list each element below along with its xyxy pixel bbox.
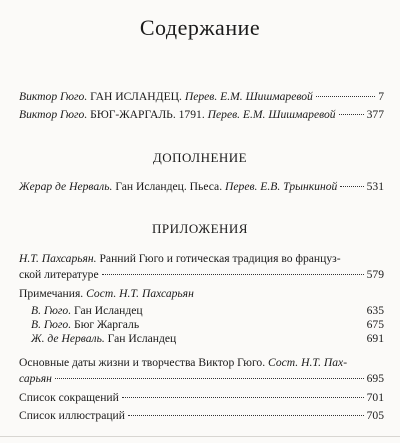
section-heading-supplement: ДОПОЛНЕНИЕ xyxy=(152,150,248,165)
entry-page: 531 xyxy=(366,180,384,193)
entry-page: 695 xyxy=(366,372,384,385)
entry-title: Ган Исландец xyxy=(107,332,177,345)
toc-entry-chronology[interactable] xyxy=(19,356,384,386)
entry-page: 701 xyxy=(366,391,384,404)
toc-entry-abbreviations[interactable] xyxy=(19,391,384,405)
entry-title: Ган Исландец xyxy=(74,304,143,317)
leader-dots xyxy=(55,378,364,379)
entry-translator: Перев. Е.М. Шишмаревой xyxy=(184,90,313,103)
entry-page: 7 xyxy=(378,90,384,103)
leader-dots xyxy=(102,274,364,275)
page-edge-shadow xyxy=(0,436,400,437)
entry-title: Бюг Жаргаль xyxy=(74,318,140,331)
entry-author: Виктор Гюго. xyxy=(19,90,88,103)
toc-entry-han-iceland[interactable] xyxy=(19,90,384,104)
entry-compiler-line2: сарьян xyxy=(19,372,52,385)
entry-title-line2: ской литературе xyxy=(19,268,99,281)
entry-compiler: Сост. Н.Т. Пахсарьян xyxy=(86,287,194,300)
leader-dots xyxy=(339,114,364,115)
entry-title-line1: Ранний Гюго и готическая традиция во француз- xyxy=(99,252,341,265)
leader-space xyxy=(142,324,363,325)
toc-entry-bug-jargal[interactable] xyxy=(19,108,384,122)
entry-title: ГАН ИСЛАНДЕЦ. xyxy=(90,90,182,103)
leader-dots xyxy=(340,186,363,187)
toc-entry-notes[interactable] xyxy=(19,287,384,301)
entry-page: 635 xyxy=(366,304,384,317)
entry-title: Список сокращений xyxy=(19,391,119,404)
toc-entry-essay[interactable] xyxy=(19,252,384,282)
leader-dots xyxy=(122,397,364,398)
leader-space xyxy=(146,310,364,311)
page-title: Содержание xyxy=(139,15,261,40)
entry-page: 675 xyxy=(366,318,384,331)
entry-author: Виктор Гюго. xyxy=(19,108,88,121)
leader-dots xyxy=(316,96,375,97)
entry-author: В. Гюго. xyxy=(31,318,72,331)
toc-entry-nerval-play[interactable] xyxy=(19,180,384,194)
entry-page: 377 xyxy=(366,108,384,121)
entry-page: 579 xyxy=(366,268,384,281)
entry-page: 705 xyxy=(366,409,384,422)
leader-space xyxy=(179,338,363,339)
entry-author: Н.Т. Пахсарьян. xyxy=(19,252,97,265)
entry-translator: Перев. Е.В. Трынкиной xyxy=(225,180,338,193)
leader-dots xyxy=(128,415,364,416)
entry-title: Ган Исландец. Пьеса. xyxy=(115,180,223,193)
entry-author: В. Гюго. xyxy=(31,304,72,317)
entry-title: Примечания. xyxy=(19,287,84,300)
entry-author: Ж. де Нерваль. xyxy=(31,332,105,345)
entry-translator: Перев. Е.М. Шишмаревой xyxy=(207,108,336,121)
entry-page: 691 xyxy=(366,332,384,345)
section-heading-appendices: ПРИЛОЖЕНИЯ xyxy=(152,221,248,236)
entry-title: Список иллюстраций xyxy=(19,409,125,422)
entry-title-line1: Основные даты жизни и творчества Виктор Гюго. xyxy=(19,356,266,369)
entry-author: Жерар де Нерваль. xyxy=(19,180,113,193)
entry-title: БЮГ-ЖАРГАЛЬ. 1791. xyxy=(90,108,205,121)
toc-subentry-notes-nerval[interactable] xyxy=(31,332,384,346)
toc-entry-illustrations[interactable] xyxy=(19,409,384,423)
toc-subentry-notes-bug[interactable] xyxy=(31,318,384,332)
toc-subentry-notes-han[interactable] xyxy=(31,304,384,318)
entry-compiler: Сост. Н.Т. Пах- xyxy=(268,356,348,369)
